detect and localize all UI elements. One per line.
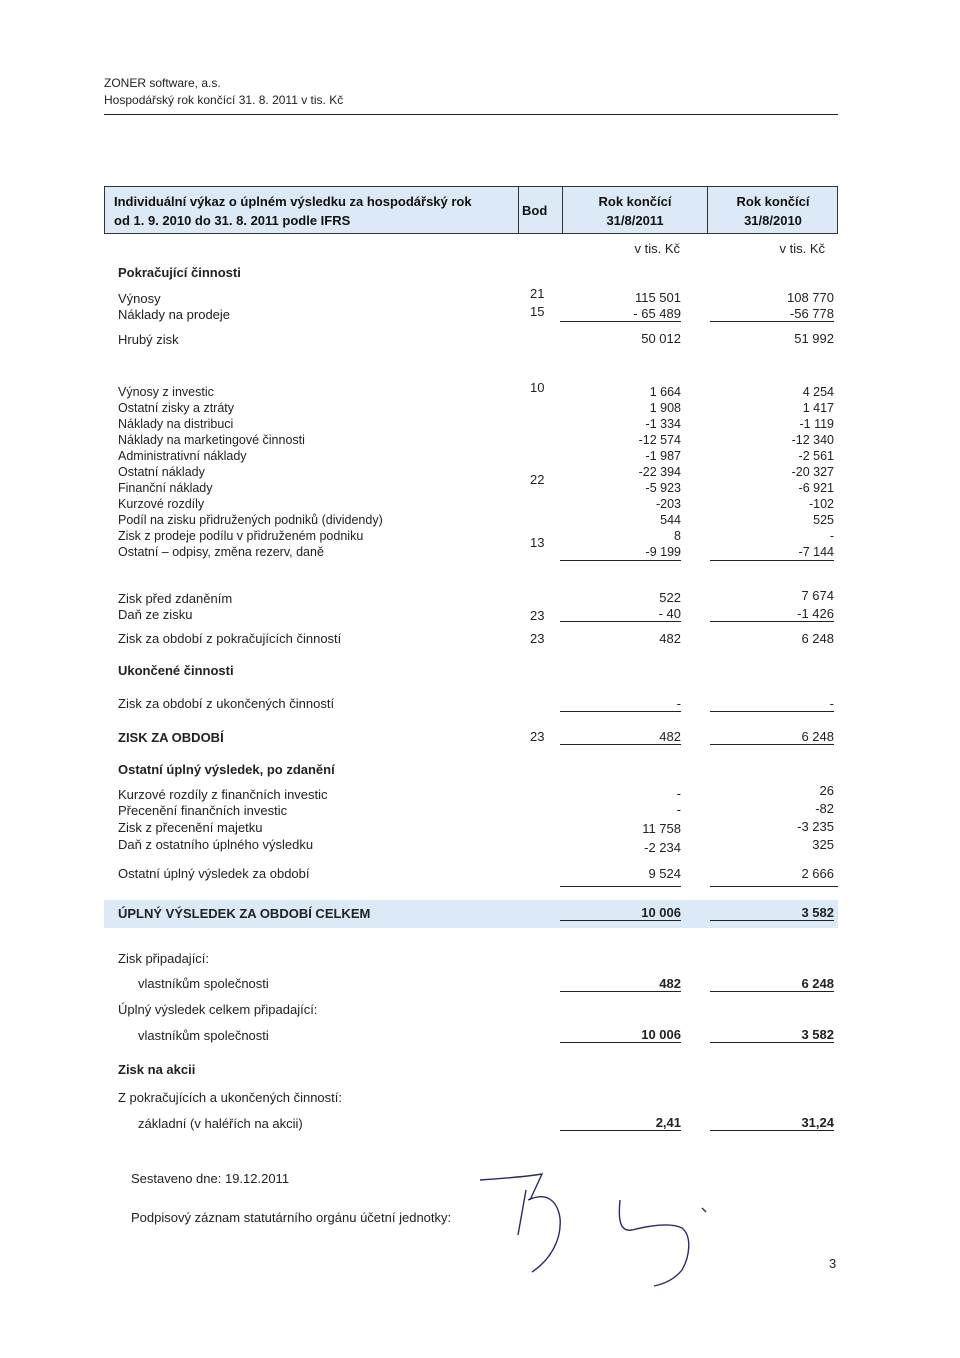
oci-item-2010: -82 <box>815 801 834 816</box>
list-item: Ostatní – odpisy, změna rezerv, daně <box>118 545 324 559</box>
oci-item-2010: 26 <box>819 783 834 798</box>
period-profit-2011: 482 <box>560 729 681 745</box>
owners-total-2011: 10 006 <box>560 1027 681 1043</box>
revenue-bod: 21 <box>530 286 545 301</box>
period-profit-bod: 23 <box>530 729 545 744</box>
list-item: Ostatní náklady <box>118 465 205 479</box>
profit-discontinued-2010: - <box>710 696 834 712</box>
profit-discontinued-2011: - <box>560 696 681 712</box>
oci-total-2011: 9 524 <box>648 866 681 881</box>
list-item: Náklady na marketingové činnosti <box>118 433 305 447</box>
bod-other-costs: 22 <box>530 472 545 487</box>
table-cell: -1 987 <box>645 449 681 463</box>
oci-item-2011: - <box>676 802 681 817</box>
owners-total-2010: 3 582 <box>710 1027 834 1043</box>
period-profit-label: ZISK ZA OBDOBÍ <box>118 730 224 745</box>
eps-basic-2010: 31,24 <box>710 1115 834 1131</box>
table-cell: -22 394 <box>638 465 681 479</box>
operating-labels <box>118 384 383 560</box>
statement-title-line1: Individuální výkaz o úplném výsledku za hospodářský rok <box>114 194 472 209</box>
header-rule <box>104 114 838 115</box>
list-item: Kurzové rozdíly <box>118 497 205 511</box>
oci-total-rule <box>560 886 681 887</box>
owners-profit-2011: 482 <box>560 976 681 992</box>
table-cell: -102 <box>808 497 834 511</box>
list-item: Výnosy z investic <box>118 385 214 399</box>
col-2011-unit: v tis. Kč <box>634 241 680 256</box>
oci-total-label: Ostatní úplný výsledek za období <box>118 866 310 881</box>
gross-profit-2011: 50 012 <box>641 331 681 346</box>
oci-item-2011: -2 234 <box>644 840 681 855</box>
bod-investment-income: 10 <box>530 380 545 395</box>
income-tax-bod: 23 <box>530 608 545 623</box>
prepared-date: Sestaveno dne: 19.12.2011 <box>131 1171 290 1186</box>
continuing-heading: Pokračující činnosti <box>118 265 241 280</box>
statement-title-line2: od 1. 9. 2010 do 31. 8. 2011 podle IFRS <box>114 213 351 228</box>
revenue-2010: 108 770 <box>787 290 834 305</box>
total-attributable-label: Úplný výsledek celkem připadající: <box>118 1002 318 1017</box>
cost-of-sales-label: Náklady na prodeje <box>118 307 231 322</box>
cost-of-sales-bod: 15 <box>530 304 545 319</box>
oci-item-2011: - <box>676 786 681 801</box>
eps-subheading: Z pokračujících a ukončených činností: <box>118 1090 343 1105</box>
table-cell: -2 561 <box>798 449 834 463</box>
list-item: Zisk z prodeje podílu v přidruženém podniku <box>118 529 364 543</box>
table-cell: -20 327 <box>791 465 834 479</box>
table-cell: -7 144 <box>710 544 834 561</box>
fiscal-year-caption: Hospodářský rok končící 31. 8. 2011 v tis. Kč <box>104 93 344 107</box>
income-tax-2011: - 40 <box>560 606 681 622</box>
table-cell: -1 119 <box>799 417 834 431</box>
profit-before-tax-2011: 522 <box>659 590 681 605</box>
oci-item-label: Daň z ostatního úplného výsledku <box>118 837 314 852</box>
table-cell: -12 574 <box>638 433 681 447</box>
total-ci-2011: 10 006 <box>560 905 681 921</box>
profit-discontinued-label: Zisk za období z ukončených činností <box>118 696 335 711</box>
table-cell: 1 908 <box>649 401 681 415</box>
list-item: Finanční náklady <box>118 481 213 495</box>
page-number: 3 <box>829 1256 837 1271</box>
total-ci-2010: 3 582 <box>710 905 834 921</box>
col-2010-header-line1: Rok končící <box>736 194 810 209</box>
gross-profit-2010: 51 992 <box>794 331 834 346</box>
table-cell: - <box>829 529 834 543</box>
table-cell: 1 664 <box>649 385 681 399</box>
table-cell: -5 923 <box>645 481 681 495</box>
table-cell: 8 <box>674 529 681 543</box>
cost-of-sales-2010: -56 778 <box>710 306 834 322</box>
gross-profit-label: Hrubý zisk <box>118 332 179 347</box>
discontinued-heading: Ukončené činnosti <box>118 663 234 678</box>
oci-item-2011: 11 758 <box>642 821 681 836</box>
operating-values-2010 <box>710 384 834 561</box>
col-2010-header-line2: 31/8/2010 <box>744 213 802 228</box>
oci-item-label: Kurzové rozdíly z finančních investic <box>118 787 328 802</box>
table-cell: -1 334 <box>645 417 681 431</box>
oci-item-label: Přecenění finančních investic <box>118 803 288 818</box>
revenue-label: Výnosy <box>118 291 161 306</box>
col-2010-unit: v tis. Kč <box>779 241 825 256</box>
profit-before-tax-label: Zisk před zdaněním <box>118 591 233 606</box>
table-cell: 4 254 <box>802 385 834 399</box>
operating-values-2011 <box>560 384 681 561</box>
profit-attributable-label: Zisk připadající: <box>118 951 210 966</box>
income-tax-label: Daň ze zisku <box>118 607 193 622</box>
eps-basic-2011: 2,41 <box>560 1115 681 1131</box>
table-cell: 525 <box>813 513 834 527</box>
bod-column-header: Bod <box>522 203 548 218</box>
oci-total-rule <box>710 886 838 887</box>
list-item: Ostatní zisky a ztráty <box>118 401 235 415</box>
table-cell: -12 340 <box>791 433 834 447</box>
cost-of-sales-2011: - 65 489 <box>560 306 681 322</box>
list-item: Náklady na distribuci <box>118 417 234 431</box>
owners-total-label: vlastníkům společnosti <box>138 1028 269 1043</box>
profit-continuing-2010: 6 248 <box>801 631 834 646</box>
period-profit-2010: 6 248 <box>710 729 834 745</box>
profit-before-tax-2010: 7 674 <box>801 588 834 603</box>
owners-profit-2010: 6 248 <box>710 976 834 992</box>
profit-continuing-2011: 482 <box>659 631 681 646</box>
total-ci-label: ÚPLNÝ VÝSLEDEK ZA OBDOBÍ CELKEM <box>118 906 371 921</box>
profit-continuing-bod: 23 <box>530 631 545 646</box>
owners-profit-label: vlastníkům společnosti <box>138 976 269 991</box>
table-cell: 544 <box>660 513 681 527</box>
oci-item-2010: 325 <box>812 837 834 852</box>
revenue-2011: 115 501 <box>634 290 681 305</box>
signature-scribble <box>470 1160 750 1290</box>
table-cell: -203 <box>655 497 681 511</box>
profit-continuing-label: Zisk za období z pokračujících činností <box>118 631 342 646</box>
signature-label: Podpisový záznam statutárního orgánu účetní jednotky: <box>131 1210 452 1225</box>
col-2011-header-line1: Rok končící <box>598 194 672 209</box>
oci-total-2010: 2 666 <box>801 866 834 881</box>
table-cell: 1 417 <box>802 401 834 415</box>
bod-associate-sale: 13 <box>530 535 545 550</box>
oci-heading: Ostatní úplný výsledek, po zdanění <box>118 762 335 777</box>
income-tax-2010: -1 426 <box>710 606 834 622</box>
col-2011-header-line2: 31/8/2011 <box>606 213 664 228</box>
oci-item-2010: -3 235 <box>797 819 834 834</box>
list-item: Administrativní náklady <box>118 449 247 463</box>
eps-basic-label: základní (v haléřích na akcii) <box>138 1116 303 1131</box>
eps-heading: Zisk na akcii <box>118 1062 196 1077</box>
header-separator <box>518 186 519 234</box>
company-name: ZONER software, a.s. <box>104 76 221 90</box>
table-cell: -9 199 <box>560 544 681 561</box>
table-cell: -6 921 <box>798 481 834 495</box>
list-item: Podíl na zisku přidružených podniků (dividendy) <box>118 513 383 527</box>
oci-item-label: Zisk z přecenění majetku <box>118 820 263 835</box>
